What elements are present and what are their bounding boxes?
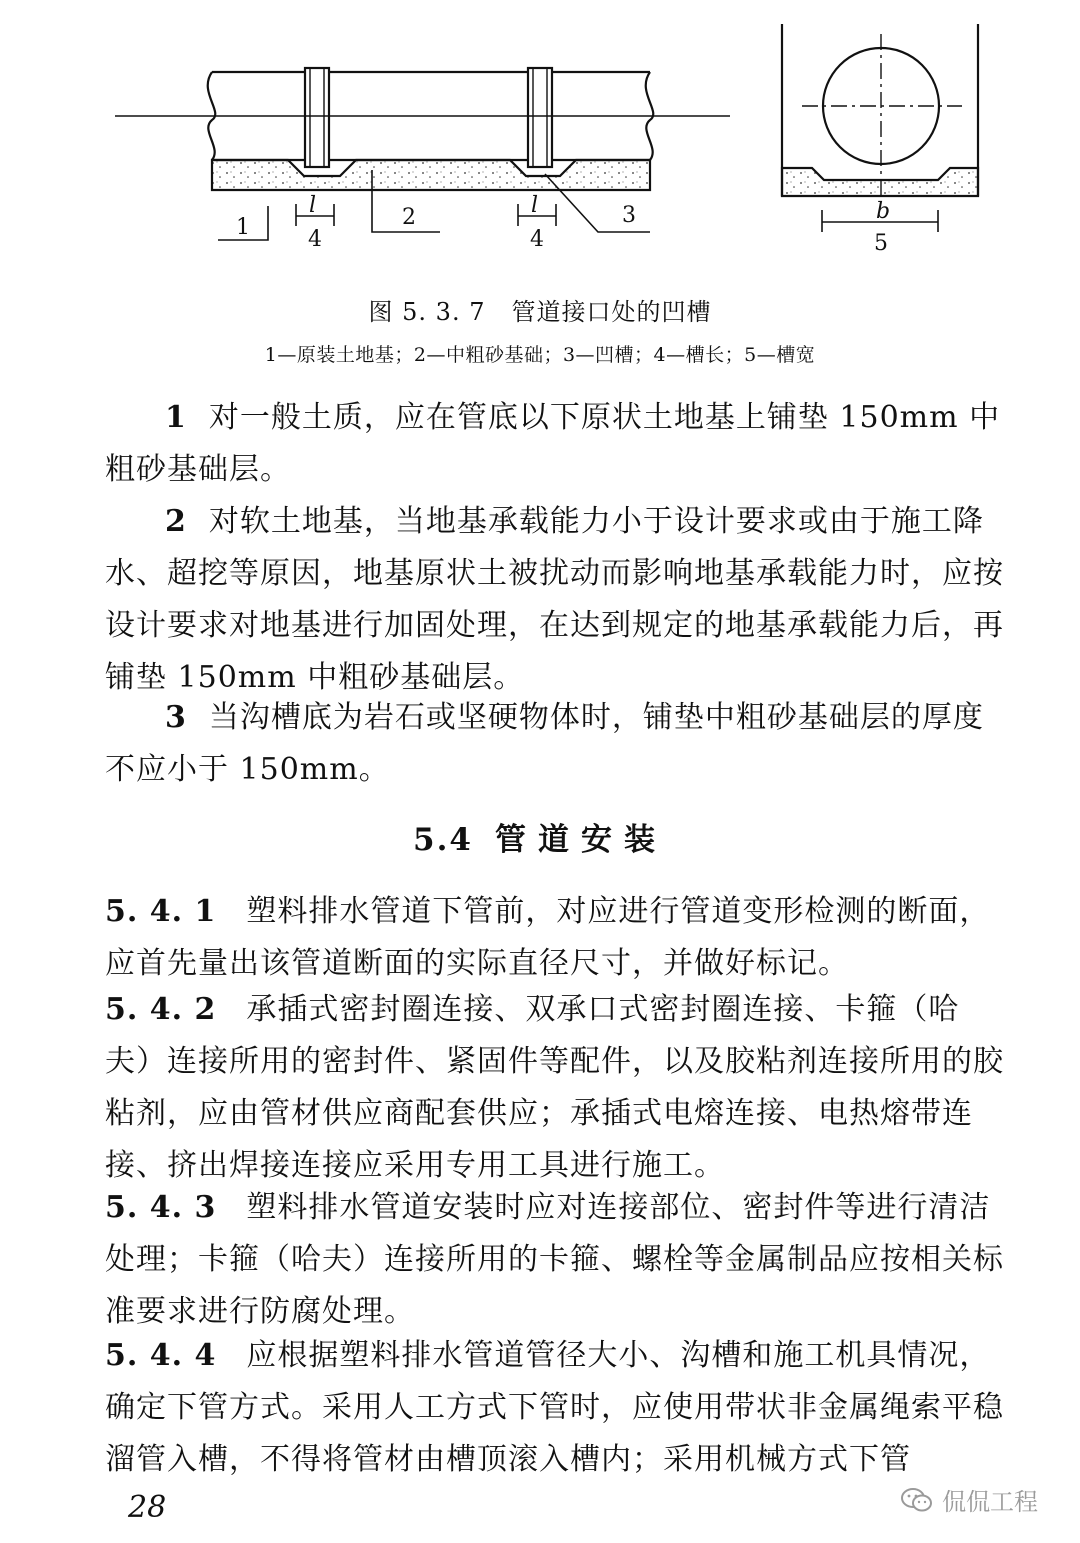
item-2 <box>105 496 1005 704</box>
page-number: 28 <box>128 1490 167 1525</box>
clause-5-4-2-number: 5. 4. 2 <box>105 992 217 1027</box>
clause-5-4-1-text: 塑料排水管道下管前，对应进行管道变形检测的断面，应首先量出该管道断面的实际直径尺寸，并做好标记。 <box>105 894 991 981</box>
item-3-text: 当沟槽底为岩石或坚硬物体时，铺垫中粗砂基础层的厚度不应小于 150mm。 <box>105 700 984 787</box>
figure-number: 图 5. 3. 7 <box>368 298 486 326</box>
item-1-text: 对一般土质，应在管底以下原状土地基上铺垫 150mm 中粗砂基础层。 <box>105 400 1001 487</box>
clause-5-4-1 <box>105 886 1005 990</box>
watermark <box>900 1482 1038 1517</box>
wechat-icon <box>900 1486 934 1514</box>
item-3 <box>105 692 1005 796</box>
item-3-number: 3 <box>165 700 187 735</box>
callout-2: 2 <box>402 205 416 230</box>
callout-4-left: 4 <box>308 227 322 252</box>
item-2-text: 对软土地基，当地基承载能力小于设计要求或由于施工降水、超挖等原因，地基原状土被扰动而影响地基承载能力时，应按设计要求对地基进行加固处理，在达到规定的地基承载能力后，再铺垫 150mm 中粗砂基础层。 <box>105 504 1004 695</box>
clause-5-4-3-text: 塑料排水管道安装时应对连接部位、密封件等进行清洁处理；卡箍（哈夫）连接所用的卡箍、螺栓等金属制品应按相关标准要求进行防腐处理。 <box>105 1190 1004 1329</box>
clause-5-4-3 <box>105 1182 1005 1338</box>
watermark-text: 侃侃工程 <box>942 1488 1038 1516</box>
figure-legend: 1—原装土地基；2—中粗砂基础；3—凹槽；4—槽长；5—槽宽 <box>264 344 816 366</box>
cross-section-labels <box>874 199 890 256</box>
sand-base <box>212 160 650 190</box>
dim-l-left: l <box>309 193 317 218</box>
pipe-groove-figure <box>0 0 1080 270</box>
item-2-number: 2 <box>165 504 187 539</box>
side-view <box>115 68 730 240</box>
callout-3: 3 <box>622 203 636 228</box>
dim-b: b <box>876 199 891 224</box>
item-1 <box>105 392 1005 496</box>
clause-5-4-2-text: 承插式密封圈连接、双承口式密封圈连接、卡箍（哈夫）连接所用的密封件、紧固件等配件，以及胶粘剂连接所用的胶粘剂，应由管材供应商配套供应；承插式电熔连接、电热熔带连接、挤出焊接连接应采用专用工具进行施工。 <box>105 992 1004 1183</box>
clause-5-4-4-text: 应根据塑料排水管道管径大小、沟槽和施工机具情况，确定下管方式。采用人工方式下管时，应使用带状非金属绳索平稳溜管入槽，不得将管材由槽顶滚入槽内；采用机械方式下管 <box>105 1338 1004 1477</box>
clause-5-4-4-number: 5. 4. 4 <box>105 1338 217 1373</box>
pipe-joint-left <box>305 68 329 167</box>
figure-caption <box>0 292 1080 327</box>
figure-title: 管道接口处的凹槽 <box>511 298 712 326</box>
clause-5-4-4 <box>105 1330 1005 1486</box>
item-1-number: 1 <box>165 400 187 435</box>
callout-1: 1 <box>236 215 250 240</box>
cross-sand-base <box>782 168 978 196</box>
clause-5-4-1-number: 5. 4. 1 <box>105 894 217 929</box>
pipe-joint-right <box>528 68 552 167</box>
callout-5: 5 <box>874 231 888 256</box>
clause-5-4-3-number: 5. 4. 3 <box>105 1190 217 1225</box>
section-title: 管道安装 <box>494 822 667 858</box>
section-number: 5.4 <box>413 822 473 858</box>
clause-5-4-2 <box>105 984 1005 1192</box>
dim-l-right: l <box>531 193 539 218</box>
callout-4-right: 4 <box>530 227 544 252</box>
section-heading <box>0 814 1080 859</box>
